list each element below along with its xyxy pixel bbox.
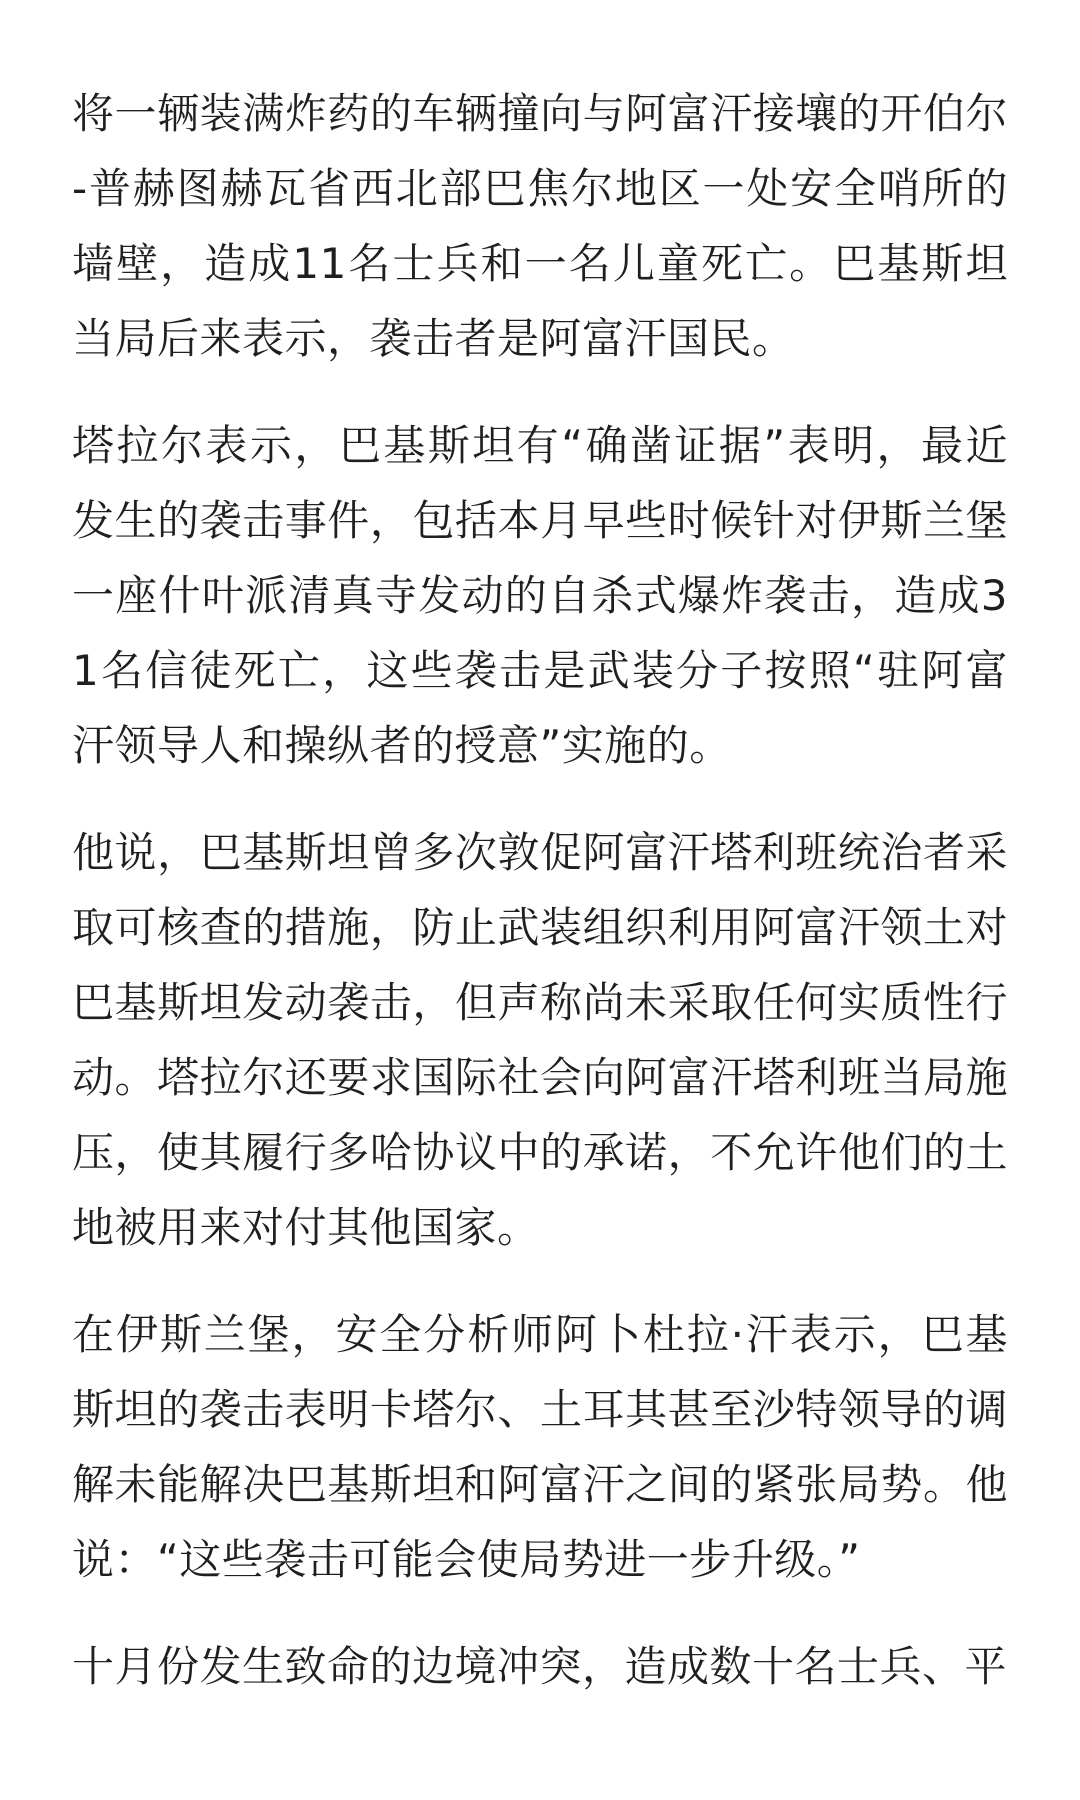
- article-body: [72, 76, 1008, 1736]
- article-paragraph: 他说，巴基斯坦曾多次敦促阿富汗塔利班统治者采取可核查的措施，防止武装组织利用阿富汗领土对巴基斯坦发动袭击，但声称尚未采取任何实质性行动。塔拉尔还要求国际社会向阿富汗塔利班当局施压，使其履行多哈协议中的承诺，不允许他们的土地被用来对付其他国家。: [72, 828, 1008, 1252]
- article-paragraph: 将一辆装满炸药的车辆撞向与阿富汗接壤的开伯尔-普赫图赫瓦省西北部巴焦尔地区一处安全哨所的墙壁，造成11名士兵和一名儿童死亡。巴基斯坦当局后来表示，袭击者是阿富汗国民。: [72, 89, 1008, 363]
- article-paragraph: 在伊斯兰堡，安全分析师阿卜杜拉·汗表示，巴基斯坦的袭击表明卡塔尔、土耳其甚至沙特领导的调解未能解决巴基斯坦和阿富汗之间的紧张局势。他说：“这些袭击可能会使局势进一步升级。”: [72, 1310, 1008, 1584]
- article-paragraph: 十月份发生致命的边境冲突，造成数十名士兵、平: [72, 1642, 1008, 1691]
- article-paragraph: 塔拉尔表示，巴基斯坦有“确凿证据”表明，最近发生的袭击事件，包括本月早些时候针对伊斯兰堡一座什叶派清真寺发动的自杀式爆炸袭击，造成31名信徒死亡，这些袭击是武装分子按照“驻阿富汗领导人和操纵者的授意”实施的。: [72, 421, 1008, 770]
